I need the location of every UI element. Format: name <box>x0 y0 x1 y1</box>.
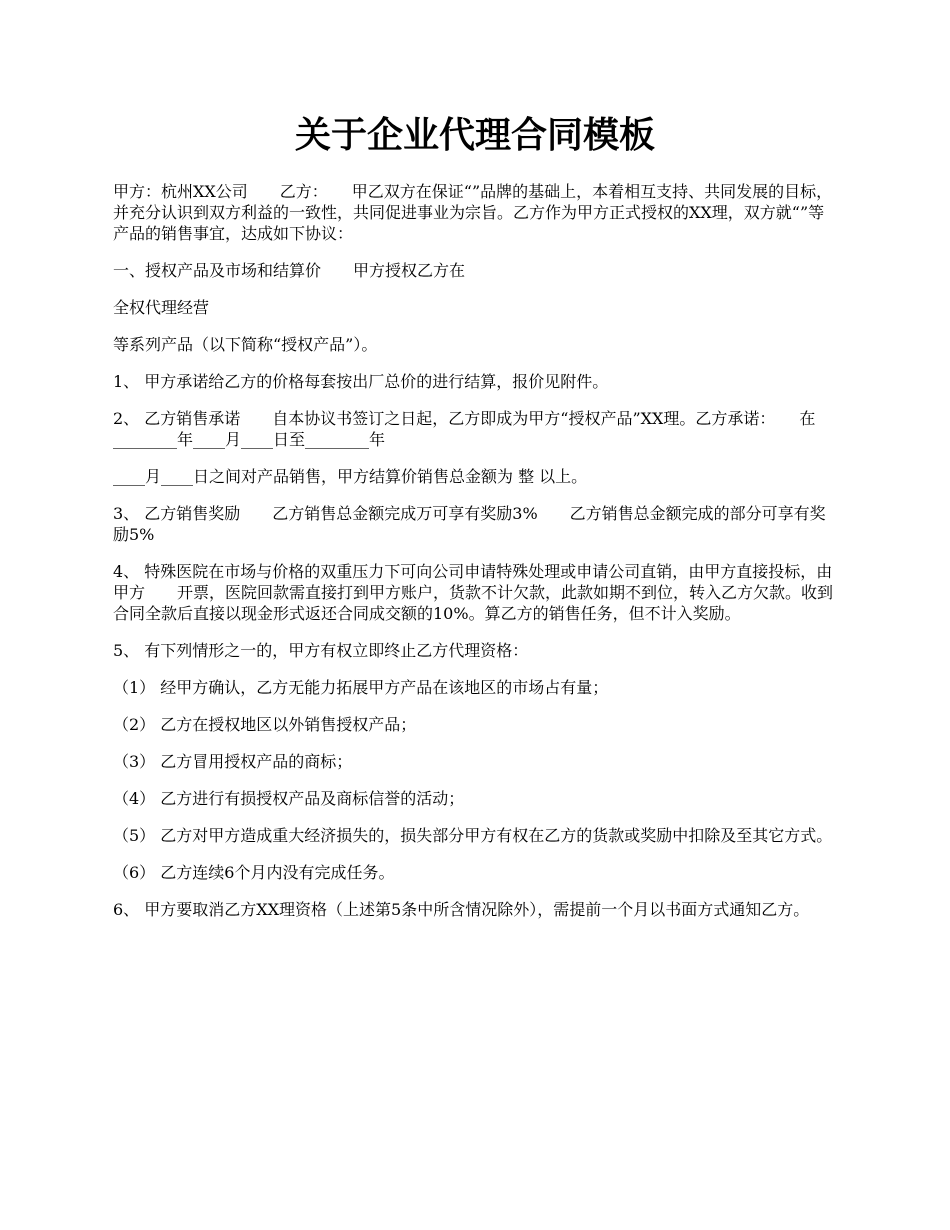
document-body <box>113 181 839 936</box>
paragraph-section-1-heading: 一、授权产品及市场和结算价 甲方授权乙方在 <box>113 261 466 280</box>
paragraph-clause-6: 6、 甲方要取消乙方XX理资格（上述第5条中所含情况除外），需提前一个月以书面方式通知乙方。 <box>113 900 810 919</box>
paragraph-clause-2-continued: ____月____日之间对产品销售，甲方结算价销售总金额为 整 以上。 <box>113 467 588 486</box>
paragraph-clause-3: 3、 乙方销售奖励 乙方销售总金额完成万可享有奖励3% 乙方销售总金额完成的部分可享有奖励5% <box>113 504 826 544</box>
paragraph-parties: 甲方：杭州XX公司 乙方： 甲乙双方在保证“”品牌的基础上，本着相互支持、共同发展的目标，并充分认识到双方利益的一致性，共同促进事业为宗旨。乙方作为甲方正式授权的XX理，双方就“”等产品的销售事宜，达成如下协议： <box>113 182 833 243</box>
paragraph-full-agency: 全权代理经营 <box>113 298 210 317</box>
paragraph-clause-2: 2、 乙方销售承诺 自本协议书签订之日起，乙方即成为甲方“授权产品”XX理。乙方承诺： 在________年____月____日至________年 <box>113 409 816 449</box>
paragraph-clause-5-item-2: （2） 乙方在授权地区以外销售授权产品； <box>113 715 417 734</box>
paragraph-clause-5-item-1: （1） 经甲方确认，乙方无能力拓展甲方产品在该地区的市场占有量； <box>113 678 609 697</box>
paragraph-clause-5-item-5: （5） 乙方对甲方造成重大经济损失的，损失部分甲方有权在乙方的货款或奖励中扣除及至其它方式。 <box>113 826 833 845</box>
page-title: 关于企业代理合同模板 <box>294 115 655 156</box>
paragraph-clause-5: 5、 有下列情形之一的，甲方有权立即终止乙方代理资格： <box>113 641 529 660</box>
paragraph-clause-5-item-3: （3） 乙方冒用授权产品的商标； <box>113 752 353 771</box>
paragraph-product-series: 等系列产品（以下简称“授权产品”）。 <box>113 335 378 354</box>
paragraph-clause-5-item-4: （4） 乙方进行有损授权产品及商标信誉的活动； <box>113 789 465 808</box>
paragraph-clause-5-item-6: （6） 乙方连续6个月内没有完成任务。 <box>113 863 395 882</box>
paragraph-clause-1: 1、 甲方承诺给乙方的价格每套按出厂总价的进行结算，报价见附件。 <box>113 372 609 391</box>
paragraph-clause-4: 4、 特殊医院在市场与价格的双重压力下可向公司申请特殊处理或申请公司直销，由甲方直接投标，由甲方 开票，医院回款需直接打到甲方账户，货款不计欠款，此款如期不到位，转入乙方欠款。收到合同全款后直接以现金形式返还合同成交额的10%。算乙方的销售任务，但不计入奖励。 <box>113 562 834 623</box>
